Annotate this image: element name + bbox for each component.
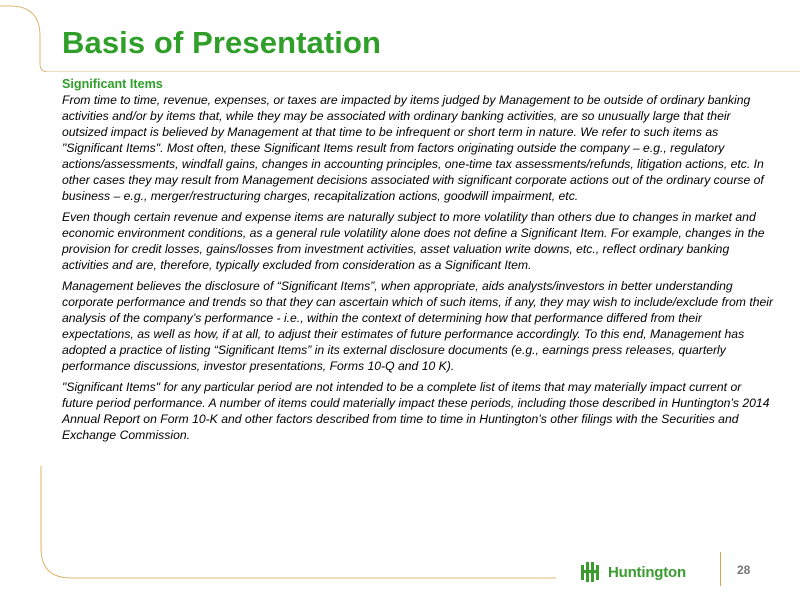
paragraph: From time to time, revenue, expenses, or taxes are impacted by items judged by Management to be outside of ordinary banking activities and/or by items that, while they may be associated with ordinary banking activities, are so unusually large that their outsized impact is believed by Management at that time to be infrequent or short term in nature. We refer to such items as "Significant Items". Most often, these Significant Items result from factors originating outside the company – e.g., regulatory actions/assessments, windfall gains, changes in accounting principles, one-time tax assessments/refunds, litigation actions, etc. In other cases they may result from Management decisions associated with significant corporate actions out of the ordinary course of business – e.g., merger/restructuring charges, recapitalization actions, goodwill impairment, etc. <box>62 93 764 203</box>
huntington-leaf-logo-icon <box>581 562 603 582</box>
logo-text: Huntington <box>608 563 686 581</box>
slide-title: Basis of Presentation <box>62 25 382 60</box>
paragraph: Management believes the disclosure of “Significant Items”, when appropriate, aids analysts/investors in better understanding corporate performance and trends so that they can ascertain which of such items, if any, they may wish to include/exclude from their analysis of the company’s performance - i.e., within the context of determining how that performance differed from their expectations, as well as how, if at all, to adjust their estimates of future performance accordingly. To this end, Management has adopted a practice of listing “Significant Items” in its external disclosure documents (e.g., earnings press releases, quarterly performance discussions, investor presentations, Forms 10-Q and 10 K). <box>62 279 774 373</box>
paragraph: "Significant Items" for any particular period are not intended to be a complete list of items that may materially impact current or future period performance. A number of items could materially impact these periods, including those described in Huntington’s 2014 Annual Report on Form 10-K and other factors described from time to time in Huntington’s other filings with the Securities and Exchange Commission. <box>62 380 770 442</box>
section-heading: Significant Items <box>62 77 163 91</box>
page-number: 28 <box>737 563 751 577</box>
footer-divider <box>720 552 721 586</box>
paragraph: Even though certain revenue and expense items are naturally subject to more volatility than others due to changes in market and economic environment conditions, as a general rule volatility alone does not define a Significant Item. For example, changes in the provision for credit losses, gains/losses from investment activities, asset valuation write downs, etc., reflect ordinary banking activities and are, therefore, typically excluded from consideration as a Significant Item. <box>62 210 765 272</box>
content-body <box>62 76 774 448</box>
huntington-logo <box>581 562 686 582</box>
